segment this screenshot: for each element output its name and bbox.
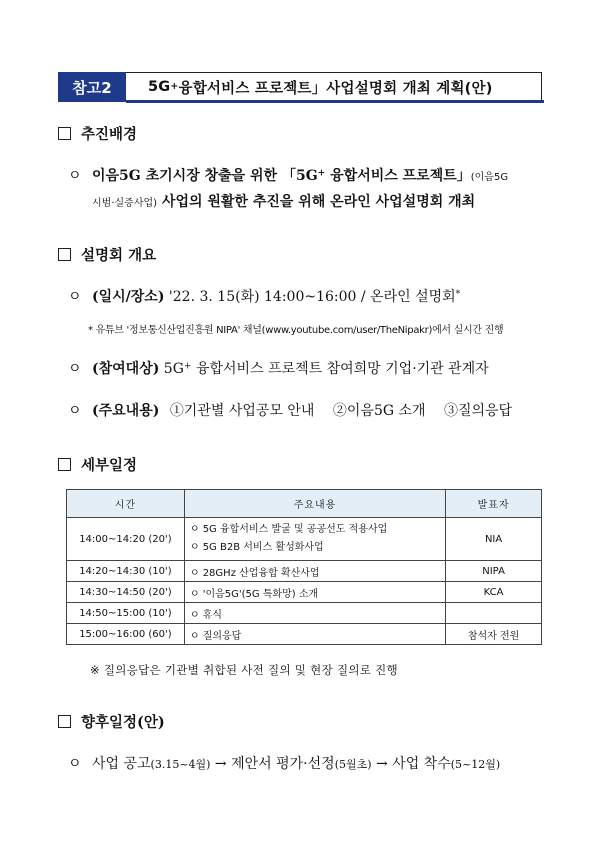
presenter-cell: NIPA [446, 561, 542, 582]
reference-tag: 참고2 [58, 72, 126, 102]
schedule-remark: ※ 질의응답은 기관별 취합된 사전 질의 및 현장 질의로 진행 [90, 663, 398, 677]
checkbox-square-icon [58, 127, 71, 140]
table-row [67, 582, 542, 603]
section-overview: 설명회 개요 [58, 244, 156, 265]
page-header [58, 72, 542, 102]
table-row [67, 624, 542, 645]
time-cell: 14:30~14:50 (20') [67, 582, 185, 603]
table-row [67, 561, 542, 582]
checkbox-square-icon [58, 248, 71, 261]
table-header-row [67, 490, 542, 518]
time-cell: 14:50~15:00 (10') [67, 603, 185, 624]
presenter-cell: NIA [446, 518, 542, 561]
schedule-table [66, 489, 542, 645]
content-cell: ㅇ 질의응답 [184, 624, 445, 645]
arrow-right-icon: → [214, 756, 227, 772]
arrow-right-icon: → [375, 756, 388, 772]
section-background: 추진배경 [58, 123, 137, 144]
content-cell: ㅇ 28GHz 산업융합 확산사업 [184, 561, 445, 582]
overview-target: ㅇ (참여대상) 5G+ 융합서비스 프로젝트 참여희망 기업·기관 관계자 [68, 361, 489, 377]
presenter-cell [446, 603, 542, 624]
overview-datetime: ㅇ (일시/장소) '22. 3. 15(화) 14:00~16:00 / 온라인 설명회* [68, 289, 461, 305]
column-header-presenter: 발표자 [446, 490, 542, 518]
section-future: 향후일정(안) [58, 711, 165, 732]
background-item: ㅇ 이음5G 초기시장 창출을 위한 「5G+ 융합서비스 프로젝트」(이음5G [68, 167, 509, 184]
background-item-line2: 시범·실증사업) 사업의 원활한 추진을 위해 온라인 사업설명회 개최 [92, 194, 476, 210]
overview-content: ㅇ (주요내용) ①기관별 사업공모 안내 ②이음5G 소개 ③질의응답 [68, 403, 513, 419]
content-cell: ㅇ 5G 융합서비스 발굴 및 공공선도 적용사업 ㅇ 5G B2B 서비스 활성화사업 [184, 518, 445, 561]
checkbox-square-icon [58, 458, 71, 471]
time-cell: 14:00~14:20 (20') [67, 518, 185, 561]
title-underline [126, 100, 544, 103]
future-timeline: ㅇ 사업 공고(3.15~4월) → 제안서 평가·선정(5월초) → 사업 착수(5~12월) [68, 756, 501, 772]
column-header-content: 주요내용 [184, 490, 445, 518]
section-schedule: 세부일정 [58, 454, 137, 475]
overview-datetime-note: * 유튜브 '정보통신산업진흥원 NIPA' 채널(www.youtube.com/user/TheNipakr)에서 실시간 진행 [88, 325, 504, 336]
content-cell: ㅇ 휴식 [184, 603, 445, 624]
page-title: 5G + 융합서비스 프로젝트」사업설명회 개최 계획(안) [126, 72, 542, 102]
checkbox-square-icon [58, 715, 71, 728]
time-cell: 14:20~14:30 (10') [67, 561, 185, 582]
table-row [67, 518, 542, 561]
presenter-cell: 참석자 전원 [446, 624, 542, 645]
time-cell: 15:00~16:00 (60') [67, 624, 185, 645]
presenter-cell: KCA [446, 582, 542, 603]
table-row [67, 603, 542, 624]
content-cell: ㅇ '이음5G'(5G 특화망) 소개 [184, 582, 445, 603]
column-header-time: 시간 [67, 490, 185, 518]
